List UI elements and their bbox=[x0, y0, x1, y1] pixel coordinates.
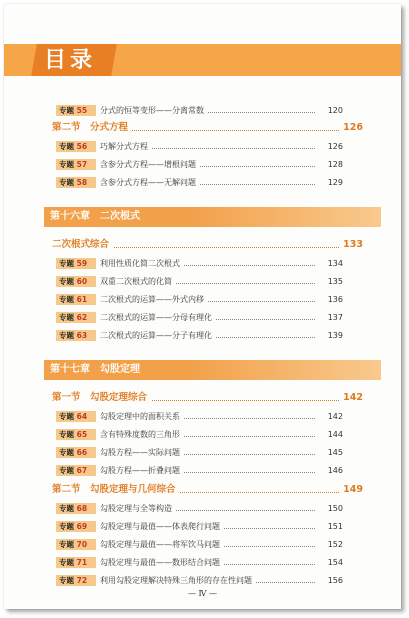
toc-item[interactable] bbox=[4, 444, 401, 461]
toc-item[interactable] bbox=[4, 572, 401, 589]
topic-badge bbox=[56, 557, 96, 568]
topic-tag: 专题 bbox=[59, 178, 74, 187]
topic-number: 65 bbox=[76, 430, 88, 439]
topic-number: 60 bbox=[76, 277, 88, 286]
page-number: 136 bbox=[325, 291, 343, 308]
topic-tag: 专题 bbox=[59, 160, 74, 169]
topic-title: 勾股定理与全等构造 bbox=[100, 500, 175, 517]
page-number: 120 bbox=[325, 102, 343, 119]
topic-number: 71 bbox=[76, 558, 88, 567]
topic-title: 利用勾股定理解决特殊三角形的存在性问题 bbox=[100, 572, 255, 589]
page-number: 144 bbox=[325, 426, 343, 443]
topic-badge bbox=[56, 312, 96, 323]
topic-title: 二次根式的运算——分子有理化 bbox=[100, 327, 215, 344]
topic-title: 勾股定理与最值——将军饮马问题 bbox=[100, 536, 223, 553]
section-heading[interactable] bbox=[44, 482, 381, 498]
topic-tag: 专题 bbox=[59, 259, 74, 268]
topic-number: 62 bbox=[76, 313, 88, 322]
toc-item[interactable] bbox=[4, 309, 401, 326]
topic-title: 二次根式的运算——分母有理化 bbox=[100, 309, 215, 326]
page-title: 目录 bbox=[44, 47, 97, 73]
topic-title: 勾股定理与最值——体表爬行问题 bbox=[100, 518, 223, 535]
topic-number: 57 bbox=[76, 160, 88, 169]
topic-badge bbox=[56, 503, 96, 514]
topic-badge bbox=[56, 411, 96, 422]
section-title: 第二节 分式方程 bbox=[52, 120, 132, 136]
section-page-number: 133 bbox=[340, 237, 363, 253]
topic-badge bbox=[56, 575, 96, 586]
topic-title: 含参分式方程——无解问题 bbox=[100, 174, 199, 191]
topic-title: 分式的恒等变形——分离常数 bbox=[100, 102, 207, 119]
topic-number: 66 bbox=[76, 448, 88, 457]
chapter-banner-fade bbox=[191, 360, 381, 380]
toc-item[interactable] bbox=[4, 554, 401, 571]
topic-badge bbox=[56, 521, 96, 532]
topic-badge bbox=[56, 539, 96, 550]
page-number: 145 bbox=[325, 444, 343, 461]
topic-tag: 专题 bbox=[59, 540, 74, 549]
toc-item[interactable] bbox=[4, 500, 401, 517]
page-number: 126 bbox=[325, 138, 343, 155]
page-number: 151 bbox=[325, 518, 343, 535]
topic-tag: 专题 bbox=[59, 142, 74, 151]
topic-badge bbox=[56, 105, 96, 116]
topic-tag: 专题 bbox=[59, 313, 74, 322]
page-number-footer: — Ⅳ — bbox=[187, 589, 218, 598]
document-page bbox=[4, 4, 401, 609]
section-title: 第一节 勾股定理综合 bbox=[52, 390, 151, 406]
section-page-number: 126 bbox=[340, 120, 363, 136]
topic-number: 64 bbox=[76, 412, 88, 421]
toc-item[interactable] bbox=[4, 408, 401, 425]
toc-item[interactable] bbox=[4, 536, 401, 553]
topic-badge bbox=[56, 177, 96, 188]
topic-number: 70 bbox=[76, 540, 88, 549]
page-number: 146 bbox=[325, 462, 343, 479]
topic-number: 61 bbox=[76, 295, 88, 304]
topic-title: 勾股方程——实际问题 bbox=[100, 444, 183, 461]
topic-badge bbox=[56, 447, 96, 458]
topic-title: 巧解分式方程 bbox=[100, 138, 151, 155]
page-number: 135 bbox=[325, 273, 343, 290]
topic-number: 67 bbox=[76, 466, 88, 475]
toc-item[interactable] bbox=[4, 327, 401, 344]
topic-badge bbox=[56, 465, 96, 476]
page-number: 128 bbox=[325, 156, 343, 173]
topic-number: 69 bbox=[76, 522, 88, 531]
chapter-banner[interactable] bbox=[44, 360, 381, 380]
topic-number: 59 bbox=[76, 259, 88, 268]
page-number: 129 bbox=[325, 174, 343, 191]
topic-title: 利用性质化简二次根式 bbox=[100, 255, 183, 272]
topic-tag: 专题 bbox=[59, 412, 74, 421]
topic-tag: 专题 bbox=[59, 504, 74, 513]
toc-item[interactable] bbox=[4, 273, 401, 290]
chapter-title: 第十六章 二次根式 bbox=[50, 211, 140, 222]
toc-item[interactable] bbox=[4, 518, 401, 535]
toc-item[interactable] bbox=[4, 156, 401, 173]
page-number: 137 bbox=[325, 309, 343, 326]
section-heading[interactable] bbox=[44, 120, 381, 136]
page-number: 134 bbox=[325, 255, 343, 272]
chapter-banner-fade bbox=[191, 207, 381, 227]
topic-title: 含有特殊度数的三角形 bbox=[100, 426, 183, 443]
topic-number: 63 bbox=[76, 331, 88, 340]
section-title: 二次根式综合 bbox=[52, 237, 113, 253]
topic-badge bbox=[56, 258, 96, 269]
toc-item[interactable] bbox=[4, 291, 401, 308]
topic-tag: 专题 bbox=[59, 576, 74, 585]
toc-item[interactable] bbox=[4, 138, 401, 155]
topic-tag: 专题 bbox=[59, 106, 74, 115]
topic-badge bbox=[56, 429, 96, 440]
section-page-number: 149 bbox=[340, 482, 363, 498]
toc-item[interactable] bbox=[4, 426, 401, 443]
toc-item[interactable] bbox=[4, 255, 401, 272]
topic-tag: 专题 bbox=[59, 466, 74, 475]
topic-number: 68 bbox=[76, 504, 88, 513]
page-number: 152 bbox=[325, 536, 343, 553]
topic-badge bbox=[56, 141, 96, 152]
section-heading[interactable] bbox=[44, 237, 381, 253]
topic-tag: 专题 bbox=[59, 522, 74, 531]
section-page-number: 142 bbox=[340, 390, 363, 406]
toc-item[interactable] bbox=[4, 174, 401, 191]
topic-title: 勾股定理中的面积关系 bbox=[100, 408, 183, 425]
topic-title: 双重二次根式的化简 bbox=[100, 273, 175, 290]
page-number: 139 bbox=[325, 327, 343, 344]
page-number: 154 bbox=[325, 554, 343, 571]
section-title: 第二节 勾股定理与几何综合 bbox=[52, 482, 180, 498]
chapter-banner[interactable] bbox=[44, 207, 381, 227]
topic-tag: 专题 bbox=[59, 448, 74, 457]
topic-number: 56 bbox=[76, 142, 88, 151]
topic-number: 55 bbox=[76, 106, 88, 115]
topic-tag: 专题 bbox=[59, 277, 74, 286]
toc-item[interactable] bbox=[4, 102, 401, 119]
topic-tag: 专题 bbox=[59, 295, 74, 304]
topic-badge bbox=[56, 276, 96, 287]
topic-title: 勾股方程——折叠问题 bbox=[100, 462, 183, 479]
topic-badge bbox=[56, 294, 96, 305]
page-number: 150 bbox=[325, 500, 343, 517]
section-heading[interactable] bbox=[44, 390, 381, 406]
page-number: 142 bbox=[325, 408, 343, 425]
topic-tag: 专题 bbox=[59, 558, 74, 567]
topic-title: 含参分式方程——增根问题 bbox=[100, 156, 199, 173]
topic-tag: 专题 bbox=[59, 430, 74, 439]
page-number: 156 bbox=[325, 572, 343, 589]
toc-item[interactable] bbox=[4, 462, 401, 479]
topic-badge bbox=[56, 330, 96, 341]
topic-title: 二次根式的运算——外式内移 bbox=[100, 291, 207, 308]
topic-number: 72 bbox=[76, 576, 88, 585]
topic-badge bbox=[56, 159, 96, 170]
topic-title: 勾股定理与最值——数形结合问题 bbox=[100, 554, 223, 571]
chapter-title: 第十七章 勾股定理 bbox=[50, 364, 140, 375]
topic-number: 58 bbox=[76, 178, 88, 187]
topic-tag: 专题 bbox=[59, 331, 74, 340]
